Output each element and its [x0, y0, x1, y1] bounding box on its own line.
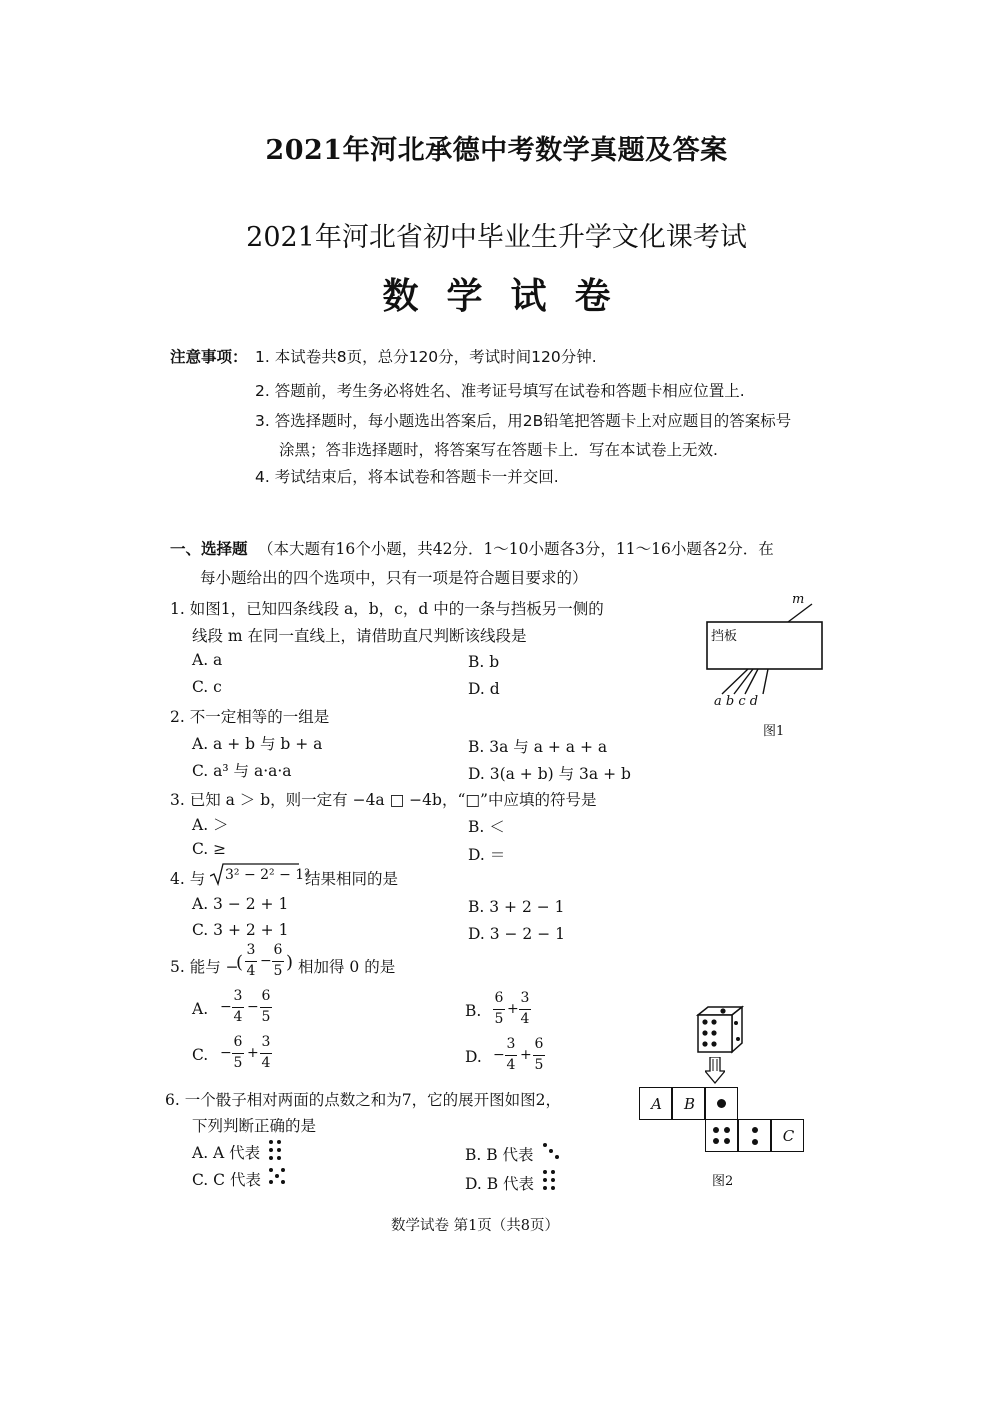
q1-stem-line2: 线段 m 在同一直线上，请借助直尺判断该线段是	[192, 627, 527, 645]
down-arrow-icon	[705, 1057, 725, 1087]
q4-option-d: D. 3 − 2 − 1	[468, 925, 565, 943]
net-cell-one-pip	[705, 1087, 738, 1120]
sqrt-expression	[210, 862, 310, 886]
net-cell-a-label: A	[651, 1095, 662, 1113]
q1-option-b: B. b	[468, 653, 500, 671]
q6-stem-line2: 下列判断正确的是	[192, 1117, 317, 1135]
net-cell-c	[771, 1119, 804, 1152]
q3-option-c: C. ≥	[192, 840, 227, 858]
q4-option-c: C. 3 + 2 + 1	[192, 921, 289, 939]
q5-stem-prefix: 5. 能与 −	[170, 958, 239, 976]
notice-item-1: 1. 本试卷共8页，总分120分，考试时间120分钟.	[255, 348, 597, 366]
q4-stem-prefix: 4. 与	[170, 870, 206, 888]
q3-stem: 3. 已知 a ＞ b，则一定有 −4a □ −4b，“□”中应填的符号是	[170, 791, 597, 809]
q5-option-c-expression: − 6 5 + 3 4	[220, 1034, 271, 1071]
net-cell-b	[672, 1087, 705, 1120]
q5-stem-suffix: 相加得 0 的是	[298, 958, 396, 976]
paper-title: 数学试卷	[382, 276, 639, 317]
notice-item-3: 3. 答选择题时，每小题选出答案后，用2B铅笔把答题卡上对应题目的答案标号	[255, 412, 792, 430]
q3-option-a: A. ＞	[192, 816, 229, 834]
q4-option-b: B. 3 + 2 − 1	[468, 898, 565, 916]
q6-option-d: D. B 代表	[465, 1175, 535, 1193]
q3-option-b: B. ＜	[468, 818, 505, 836]
notice-item-2: 2. 答题前，考生务必将姓名、准考证号填写在试卷和答题卡相应位置上.	[255, 382, 745, 400]
three-pips-icon	[542, 1142, 560, 1162]
five-pips-icon	[268, 1167, 286, 1187]
figure-2	[635, 1005, 815, 1190]
document-title: 2021年河北承德中考数学真题及答案	[265, 135, 728, 166]
q6-stem-line1: 6. 一个骰子相对两面的点数之和为7，它的展开图如图2，	[165, 1091, 561, 1109]
q4-option-a: A. 3 − 2 + 1	[192, 895, 289, 913]
radicand: 3² − 2² − 1²	[225, 867, 310, 883]
q4-stem-suffix: 结果相同的是	[305, 870, 399, 888]
q5-option-d-expression: − 3 4 + 6 5	[493, 1036, 544, 1073]
exam-title: 2021年河北省初中毕业生升学文化课考试	[246, 222, 747, 253]
q5-option-d-label: D.	[465, 1048, 482, 1066]
page-footer: 数学试卷 第1页（共8页）	[390, 1218, 560, 1234]
q5-option-b-label: B.	[465, 1002, 482, 1020]
net-cell-two-pips	[738, 1119, 771, 1152]
six-pips-icon	[268, 1139, 284, 1161]
q5-option-a-expression: − 3 4 − 6 5	[220, 988, 271, 1025]
figure-1	[690, 590, 850, 750]
figure-1-caption: 图1	[763, 724, 785, 739]
net-cell-b-label: B	[683, 1095, 696, 1113]
q6-option-c: C. C 代表	[192, 1171, 261, 1189]
q5-option-b-expression: 6 5 + 3 4	[494, 990, 530, 1027]
q6-option-a: A. A 代表	[192, 1144, 261, 1162]
section-description-2: 每小题给出的四个选项中，只有一项是符合题目要求的）	[200, 569, 588, 587]
line-m-label: m	[792, 592, 805, 607]
q2-option-c: C. a³ 与 a·a·a	[192, 762, 292, 780]
section-description-1: （本大题有16个小题，共42分．1～10小题各3分，11～16小题各2分．在	[258, 540, 774, 558]
net-cell-a	[639, 1087, 672, 1120]
q3-option-d: D. ＝	[468, 846, 506, 864]
q2-stem: 2. 不一定相等的一组是	[170, 708, 330, 726]
line-abcd-labels: a b c d	[714, 694, 759, 709]
notice-item-3-cont: 涂黑；答非选择题时，将答案写在答题卡上．写在本试卷上无效.	[279, 441, 718, 459]
q1-option-d: D. d	[468, 680, 500, 698]
q5-expression: ( 3 4 − 6 5 )	[236, 942, 294, 979]
q1-stem-line1: 1. 如图1，已知四条线段 a，b，c，d 中的一条与挡板另一侧的	[170, 600, 604, 618]
figure-2-caption: 图2	[712, 1174, 734, 1189]
section-heading: 一、选择题	[170, 540, 248, 558]
q5-option-a-label: A.	[192, 1000, 209, 1018]
net-cell-c-label: C	[782, 1127, 795, 1145]
board-label: 挡板	[711, 629, 738, 644]
q2-option-a: A. a + b 与 b + a	[192, 735, 323, 753]
net-cell-four-pips	[705, 1119, 738, 1152]
q2-option-b: B. 3a 与 a + a + a	[468, 738, 608, 756]
notice-label: 注意事项：	[170, 348, 248, 366]
six-pips-icon	[542, 1169, 558, 1191]
q1-option-a: A. a	[192, 651, 223, 669]
q6-option-b: B. B 代表	[465, 1146, 534, 1164]
notice-item-4: 4. 考试结束后，将本试卷和答题卡一并交回.	[255, 468, 559, 486]
die-3d-icon	[690, 1005, 750, 1065]
q1-option-c: C. c	[192, 678, 222, 696]
q5-option-c-label: C.	[192, 1046, 209, 1064]
q2-option-d: D. 3(a + b) 与 3a + b	[468, 765, 631, 783]
